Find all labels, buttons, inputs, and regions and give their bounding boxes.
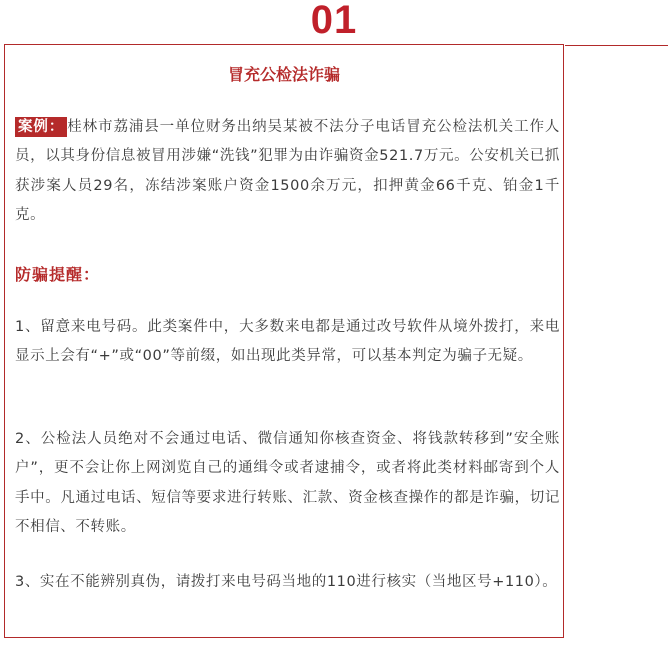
top-divider (565, 45, 668, 46)
case-paragraph (15, 113, 560, 230)
case-badge: 案例： (15, 117, 67, 137)
tip-item-3: 3、实在不能辨别真伪，请拨打来电号码当地的110进行核实（当地区号+110）。 (15, 574, 558, 590)
tips-heading: 防骗提醒： (15, 265, 101, 284)
card-title: 冒充公检法诈骗 (227, 65, 340, 84)
tip-item-1: 1、留意来电号码。此类案件中，大多数来电都是通过改号软件从境外拨打，来电显示上会有“+”或“00”等前缀，如出现此类异常，可以基本判定为骗子无疑。 (15, 319, 560, 365)
case-text: 桂林市荔浦县一单位财务出纳吴某被不法分子电话冒充公检法机关工作人员，以其身份信息被冒用涉嫌“洗钱”犯罪为由诈骗资金521.7万元。公安机关已抓获涉案人员29名，冻结涉案账户资金1500余万元，扣押黄金66千克、铂金1千克。 (15, 119, 560, 223)
content-card (4, 44, 564, 638)
section-number: 01 (310, 0, 358, 42)
tip-item-2: 2、公检法人员绝对不会通过电话、微信通知你核查资金、将钱款转移到”安全账户”，更不会让你上网浏览自己的通缉令或者逮捕令，或者将此类材料邮寄到个人手中。凡通过电话、短信等要求进行转账、汇款、资金核查操作的都是诈骗，切记不相信、不转账。 (15, 431, 560, 535)
